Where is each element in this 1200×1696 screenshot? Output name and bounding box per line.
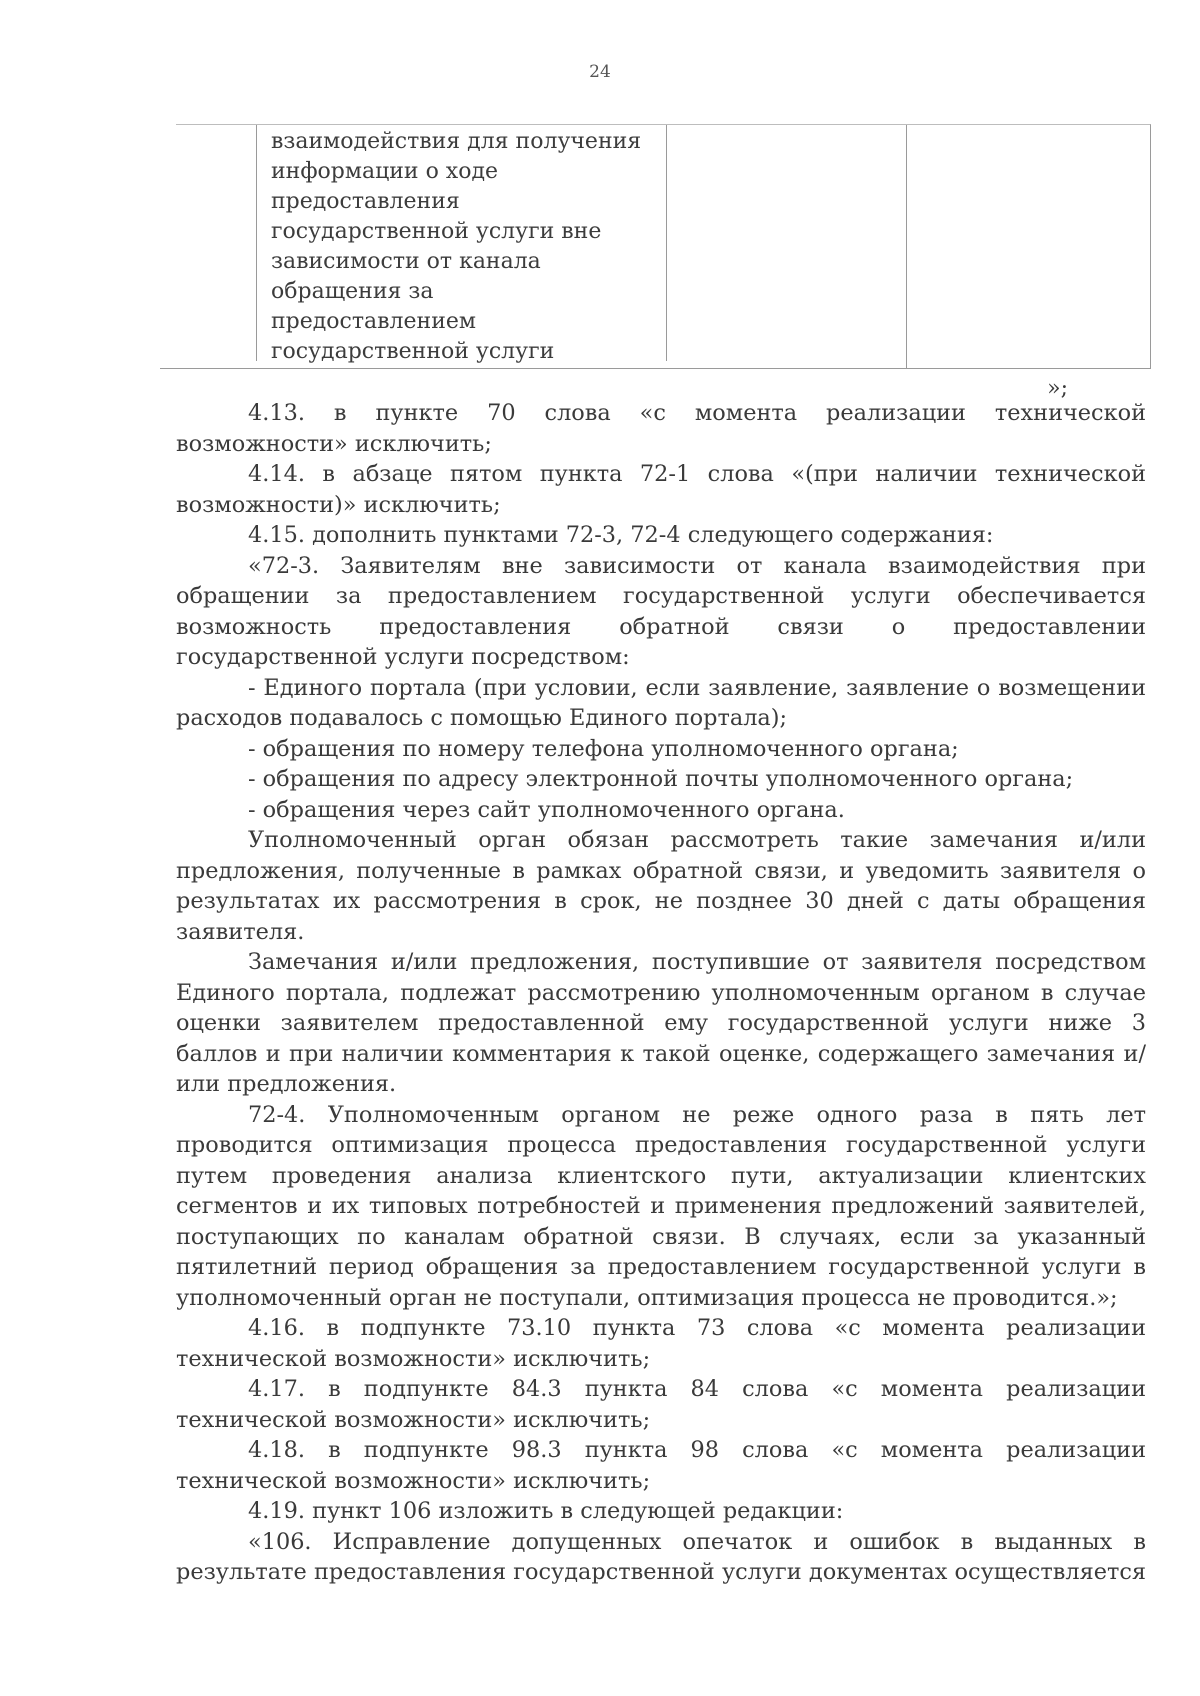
page-number: 24: [589, 62, 611, 82]
paragraph: - Единого портала (при условии, если заявление, заявление о возмещении расходов подавалось с помощью Единого портала);: [176, 674, 1146, 731]
cell-line: предоставления: [271, 189, 460, 214]
paragraph: 72-4. Уполномоченным органом не реже одного раза в пять лет проводится оптимизация процесса предоставления государственной услуги путем проведения анализа клиентского пути, актуализации клиентских сегментов и их типовых потребностей и применения предложений заявителей, поступающих по каналам обратной связи. В случаях, если за указанный пятилетний период обращения за предоставлением государственной услуги в уполномоченный орган не поступали, оптимизация процесса не проводится.»;: [176, 1101, 1146, 1311]
paragraph: - обращения через сайт уполномоченного органа.: [248, 796, 845, 823]
document-body: [176, 398, 1146, 1588]
table-fragment: [176, 124, 1151, 369]
cell-line: предоставлением: [271, 309, 477, 334]
paragraph: 4.14. в абзаце пятом пункта 72-1 слова «(при наличии технической возможности)» исключить;: [176, 461, 1146, 518]
paragraph: 4.18. в подпункте 98.3 пункта 98 слова «с момента реализации технической возможности» исключить;: [176, 1437, 1146, 1494]
paragraph: 4.16. в подпункте 73.10 пункта 73 слова «с момента реализации технической возможности» исключить;: [176, 1315, 1146, 1372]
paragraph: «106. Исправление допущенных опечаток и ошибок в выданных в результате предоставления государственной услуги документах осуществляется: [176, 1528, 1146, 1585]
paragraph: «72-3. Заявителям вне зависимости от канала взаимодействия при обращении за предоставлением государственной услуги обеспечивается возможность предоставления обратной связи о предоставлении государственной услуги посредством:: [176, 552, 1146, 670]
paragraph: 4.13. в пункте 70 слова «с момента реализации технической возможности» исключить;: [176, 400, 1146, 457]
paragraph: - обращения по адресу электронной почты уполномоченного органа;: [248, 766, 1074, 792]
cell-line: государственной услуги: [271, 339, 555, 364]
paragraph: Замечания и/или предложения, поступившие от заявителя посредством Единого портала, подлежат рассмотрению уполномоченным органом в случае оценки заявителем предоставленной ему государственной услуги ниже 3 баллов и при наличии комментария к такой оценке, содержащего замечания и/или предложения.: [176, 949, 1146, 1097]
paragraph: 4.17. в подпункте 84.3 пункта 84 слова «с момента реализации технической возможности» исключить;: [176, 1376, 1146, 1433]
cell-line: взаимодействия для получения: [271, 129, 642, 154]
table-divider-1: [256, 125, 257, 361]
cell-line: информации о ходе: [271, 159, 499, 184]
paragraph: Уполномоченный орган обязан рассмотреть такие замечания и/или предложения, полученные в рамках обратной связи, и уведомить заявителя о результатах их рассмотрения в срок, не позднее 30 дней с даты обращения заявителя.: [176, 827, 1146, 945]
paragraph: 4.15. дополнить пунктами 72-3, 72-4 следующего содержания:: [248, 522, 994, 548]
table-divider-3: [906, 125, 907, 369]
table-bottom-border: [160, 368, 1150, 369]
closing-quote: »;: [1047, 376, 1068, 401]
cell-line: обращения за: [271, 279, 434, 304]
cell-line: государственной услуги вне: [271, 219, 602, 244]
table-cell-text: [271, 127, 661, 367]
paragraph: - обращения по номеру телефона уполномоченного органа;: [248, 735, 959, 762]
table-divider-2: [666, 125, 667, 361]
paragraph: 4.19. пункт 106 изложить в следующей редакции:: [248, 1498, 844, 1524]
cell-line: зависимости от канала: [271, 249, 541, 274]
